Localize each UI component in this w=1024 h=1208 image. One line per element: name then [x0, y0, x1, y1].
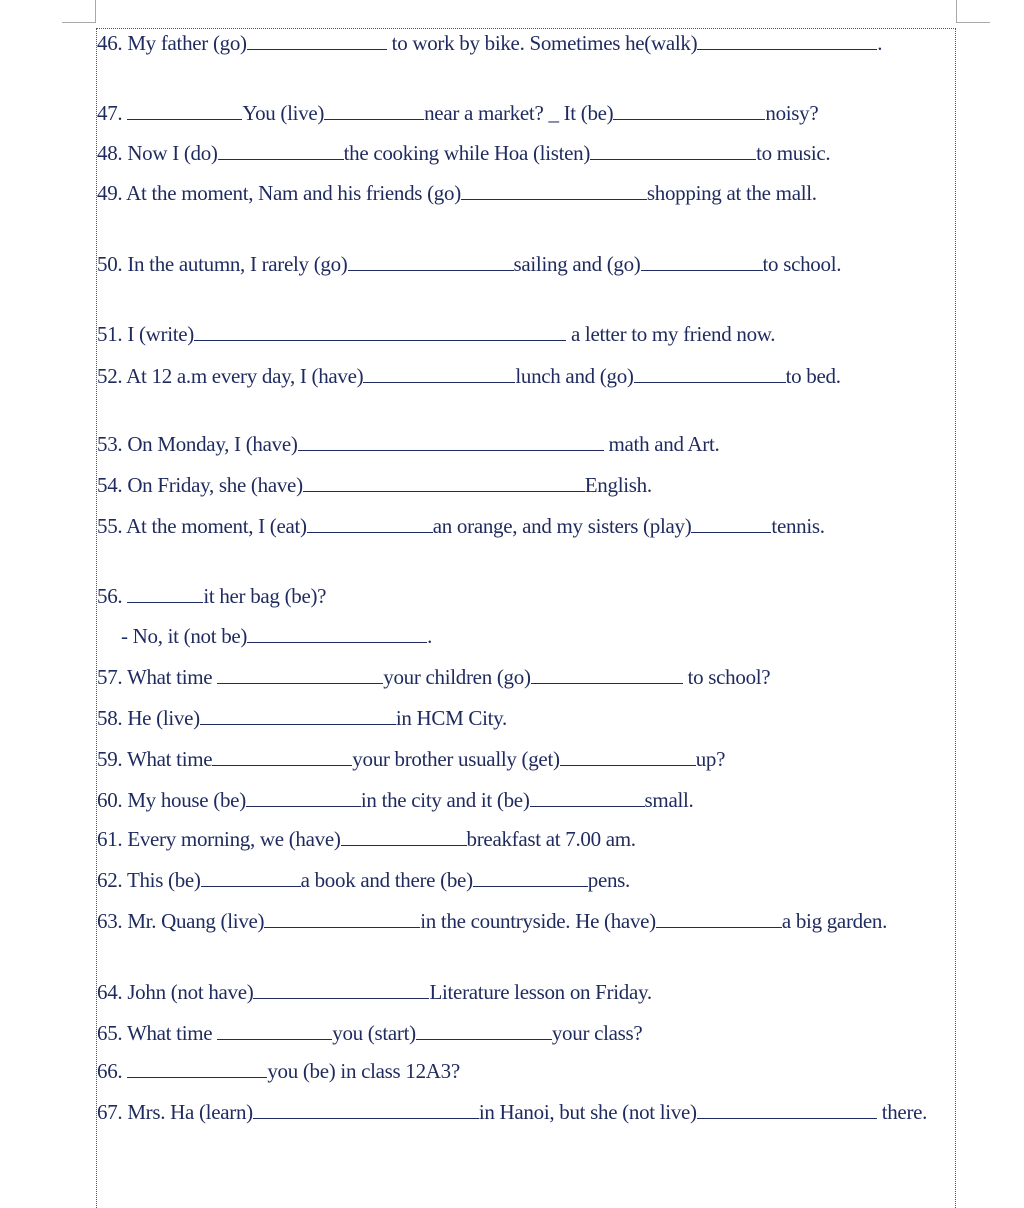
answer-blank[interactable]	[641, 250, 763, 271]
crop-mark-top-left-horizontal	[62, 22, 96, 23]
answer-blank[interactable]	[461, 179, 647, 200]
answer-blank[interactable]	[613, 99, 765, 120]
answer-blank[interactable]	[697, 29, 877, 50]
exercise-item-65: 65. What time you (start) your class?	[97, 1021, 643, 1045]
crop-mark-top-right-vertical	[956, 0, 957, 23]
answer-blank[interactable]	[218, 139, 344, 160]
crop-mark-top-left-vertical	[95, 0, 96, 23]
exercise-item-56: 56. it her bag (be)?	[97, 584, 327, 608]
answer-blank[interactable]	[303, 471, 585, 492]
exercise-item-48: 48. Now I (do) the cooking while Hoa (listen) to music.	[97, 141, 831, 165]
answer-blank[interactable]	[247, 29, 387, 50]
answer-blank[interactable]	[194, 320, 566, 341]
exercise-item-66: 66. you (be) in class 12A3?	[97, 1059, 460, 1083]
exercise-item-56-answer: - No, it (not be) .	[121, 624, 433, 648]
exercise-item-63: 63. Mr. Quang (live) in the countryside. He (have) a big garden.	[97, 909, 888, 933]
answer-blank[interactable]	[200, 704, 396, 725]
exercise-item-62: 62. This (be) a book and there (be) pens.	[97, 868, 631, 892]
answer-blank[interactable]	[253, 1098, 479, 1119]
answer-blank[interactable]	[530, 786, 645, 807]
exercise-item-54: 54. On Friday, she (have) English.	[97, 473, 652, 497]
answer-blank[interactable]	[590, 139, 756, 160]
exercise-item-58: 58. He (live) in HCM City.	[97, 706, 507, 730]
answer-blank[interactable]	[634, 362, 786, 383]
answer-blank[interactable]	[560, 745, 696, 766]
answer-blank[interactable]	[416, 1019, 552, 1040]
answer-blank[interactable]	[217, 1019, 332, 1040]
answer-blank[interactable]	[127, 99, 242, 120]
exercise-item-57: 57. What time your children (go) to school?	[97, 665, 771, 689]
exercise-item-59: 59. What time your brother usually (get) up?	[97, 747, 726, 771]
answer-blank[interactable]	[691, 512, 771, 533]
answer-blank[interactable]	[656, 907, 782, 928]
crop-mark-top-right-horizontal	[956, 22, 990, 23]
answer-blank[interactable]	[363, 362, 515, 383]
answer-blank[interactable]	[348, 250, 514, 271]
exercise-item-64: 64. John (not have) Literature lesson on Friday.	[97, 980, 652, 1004]
exercise-item-52: 52. At 12 a.m every day, I (have) lunch and (go) to bed.	[97, 364, 841, 388]
answer-blank[interactable]	[253, 978, 429, 999]
answer-blank[interactable]	[246, 786, 361, 807]
answer-blank[interactable]	[697, 1098, 877, 1119]
answer-blank[interactable]	[127, 582, 203, 603]
exercise-item-60: 60. My house (be) in the city and it (be) small.	[97, 788, 694, 812]
exercise-item-50: 50. In the autumn, I rarely (go) sailing and (go) to school.	[97, 252, 842, 276]
answer-blank[interactable]	[247, 622, 427, 643]
answer-blank[interactable]	[217, 663, 383, 684]
exercise-item-53: 53. On Monday, I (have) math and Art.	[97, 432, 720, 456]
exercise-item-67: 67. Mrs. Ha (learn) in Hanoi, but she (not live) there.	[97, 1100, 928, 1124]
answer-blank[interactable]	[341, 825, 467, 846]
exercise-item-61: 61. Every morning, we (have) breakfast at 7.00 am.	[97, 827, 636, 851]
exercise-item-47: 47. You (live) near a market? _ It (be) noisy?	[97, 101, 819, 125]
exercise-item-51: 51. I (write) a letter to my friend now.	[97, 322, 776, 346]
answer-blank[interactable]	[264, 907, 420, 928]
answer-blank[interactable]	[307, 512, 433, 533]
answer-blank[interactable]	[201, 866, 301, 887]
answer-blank[interactable]	[298, 430, 604, 451]
exercise-item-55: 55. At the moment, I (eat) an orange, and my sisters (play) tennis.	[97, 514, 825, 538]
answer-blank[interactable]	[212, 745, 352, 766]
answer-blank[interactable]	[324, 99, 424, 120]
exercise-item-46: 46. My father (go) to work by bike. Sometimes he(walk) .	[97, 31, 883, 55]
text-area[interactable]	[96, 28, 956, 1208]
answer-blank[interactable]	[127, 1057, 267, 1078]
answer-blank[interactable]	[531, 663, 683, 684]
answer-blank[interactable]	[473, 866, 588, 887]
exercise-item-49: 49. At the moment, Nam and his friends (go) shopping at the mall.	[97, 181, 817, 205]
